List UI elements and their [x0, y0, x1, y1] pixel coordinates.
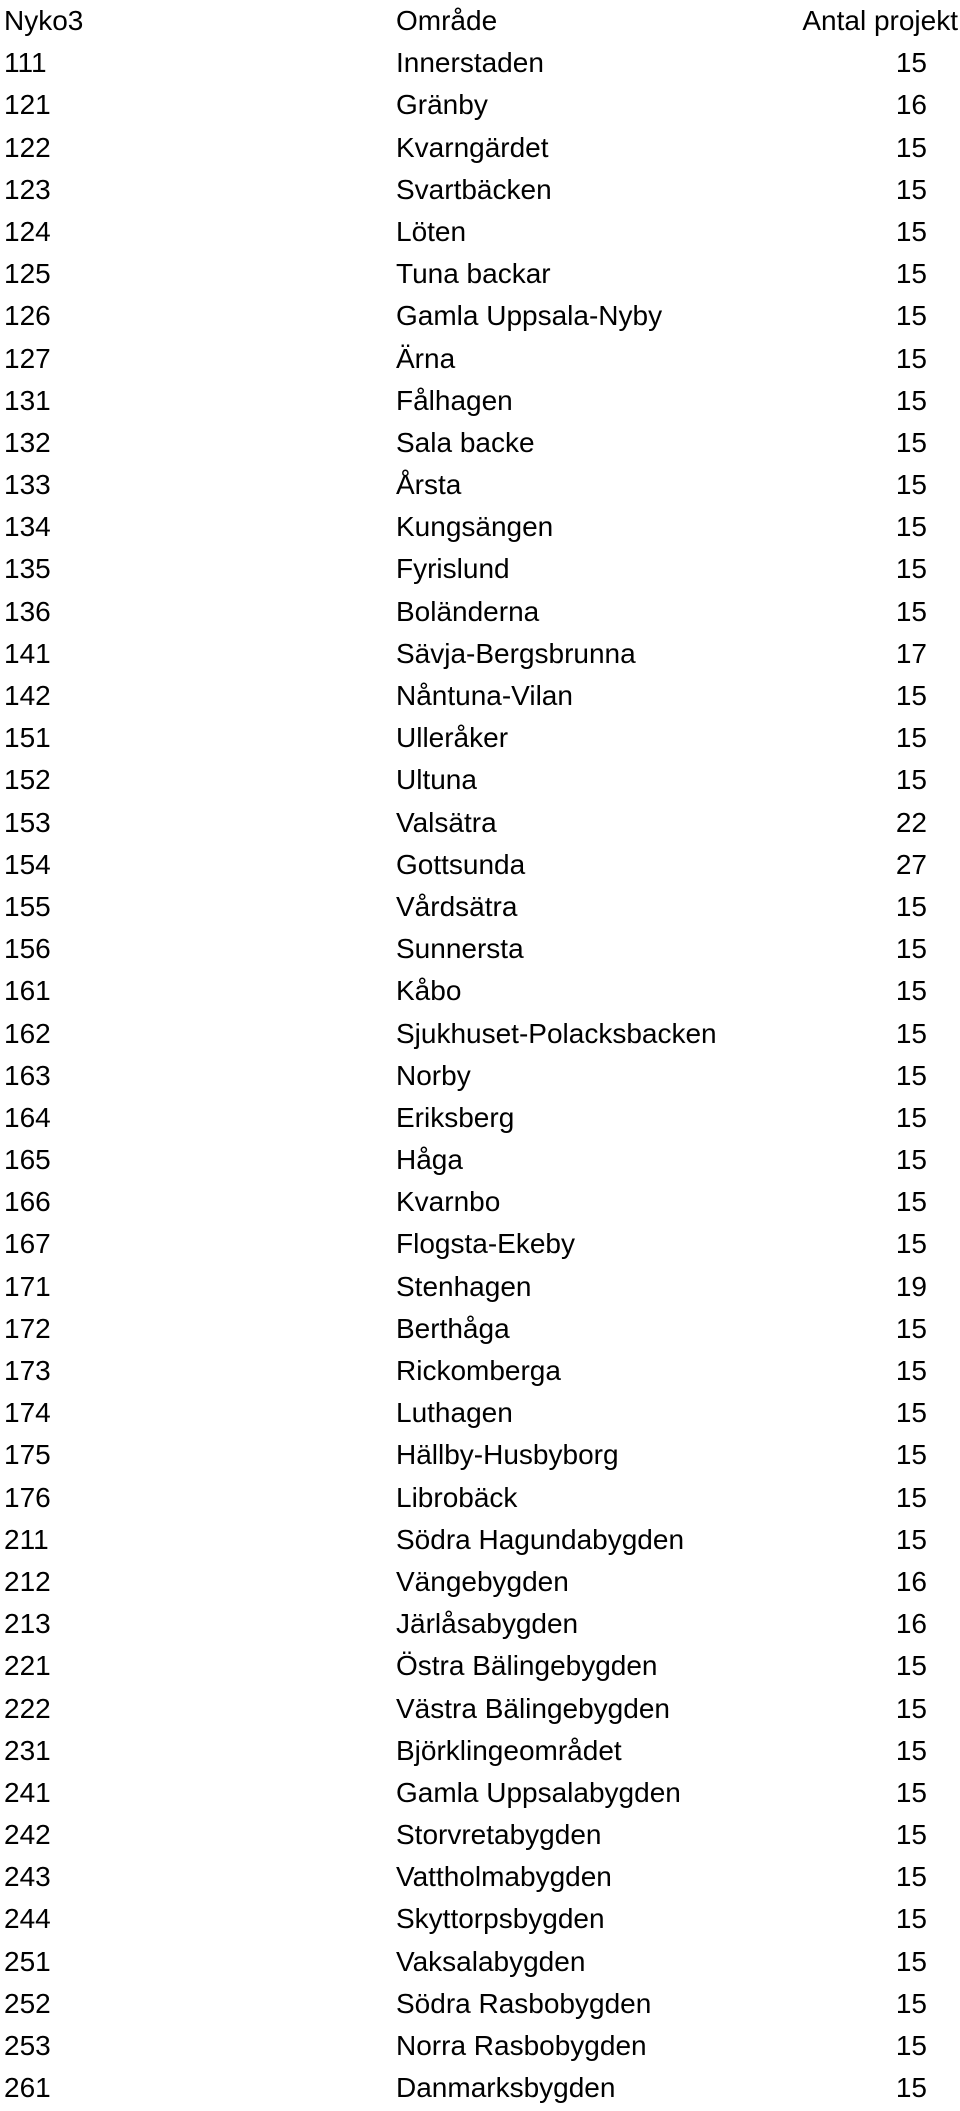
- cell-antal-projekt: 15: [895, 1397, 927, 1429]
- table-row: [0, 169, 960, 211]
- cell-omrade: Hällby-Husbyborg: [396, 1439, 619, 1471]
- cell-antal-projekt: 15: [895, 1481, 927, 1513]
- cell-antal-projekt: 15: [895, 258, 927, 290]
- cell-nyko3: 167: [4, 1228, 51, 1260]
- table-row: [0, 1350, 960, 1392]
- cell-nyko3: 142: [4, 680, 51, 711]
- table-row: [0, 886, 960, 928]
- cell-antal-projekt: 15: [895, 1355, 927, 1386]
- cell-nyko3: 123: [4, 173, 51, 205]
- cell-omrade: Sävja-Bergsbrunna: [396, 637, 636, 669]
- cell-antal-projekt: 15: [895, 215, 927, 247]
- table-row: [0, 844, 960, 886]
- cell-nyko3: 136: [4, 595, 51, 627]
- cell-nyko3: 126: [4, 300, 51, 332]
- cell-antal-projekt: 15: [895, 173, 927, 205]
- table-header-row: [0, 0, 960, 42]
- cell-antal-projekt: 27: [895, 848, 927, 880]
- cell-omrade: Björklingeområdet: [396, 1734, 622, 1766]
- cell-nyko3: 261: [4, 2072, 51, 2104]
- cell-antal-projekt: 16: [895, 1565, 927, 1597]
- cell-nyko3: 253: [4, 2030, 51, 2061]
- cell-antal-projekt: 15: [895, 1312, 927, 1344]
- table-row: [0, 1898, 960, 1940]
- table-row: [0, 338, 960, 380]
- cell-antal-projekt: 15: [895, 1439, 927, 1471]
- table-row: [0, 1055, 960, 1097]
- cell-omrade: Vängebygden: [396, 1565, 569, 1597]
- table-row: [0, 1097, 960, 1139]
- column-header-antal-projekt: Antal projekt: [802, 5, 958, 36]
- cell-nyko3: 122: [4, 131, 51, 163]
- cell-omrade: Håga: [396, 1144, 463, 1176]
- cell-nyko3: 251: [4, 1945, 51, 1977]
- cell-omrade: Eriksberg: [396, 1101, 515, 1133]
- cell-omrade: Kvarngärdet: [396, 131, 549, 163]
- cell-nyko3: 161: [4, 975, 51, 1007]
- cell-nyko3: 241: [4, 1776, 51, 1808]
- cell-nyko3: 252: [4, 1987, 51, 2019]
- table-row: [0, 422, 960, 464]
- cell-omrade: Danmarksbygden: [396, 2072, 616, 2104]
- cell-omrade: Sunnersta: [396, 933, 524, 965]
- cell-nyko3: 155: [4, 890, 51, 922]
- cell-antal-projekt: 15: [895, 300, 927, 332]
- cell-antal-projekt: 15: [895, 553, 927, 585]
- cell-antal-projekt: 15: [895, 469, 927, 501]
- cell-nyko3: 213: [4, 1608, 51, 1640]
- table-row: [0, 1519, 960, 1561]
- cell-omrade: Gamla Uppsalabygden: [396, 1776, 681, 1808]
- cell-omrade: Fyrislund: [396, 553, 510, 585]
- cell-omrade: Årsta: [396, 469, 462, 501]
- cell-omrade: Storvretabygden: [396, 1819, 602, 1851]
- cell-antal-projekt: 15: [895, 384, 927, 416]
- cell-antal-projekt: 15: [895, 890, 927, 922]
- cell-antal-projekt: 15: [895, 933, 927, 965]
- cell-omrade: Löten: [396, 215, 467, 247]
- cell-nyko3: 242: [4, 1819, 51, 1851]
- cell-antal-projekt: 17: [895, 637, 927, 669]
- cell-omrade: Valsätra: [396, 806, 497, 838]
- cell-antal-projekt: 15: [895, 131, 927, 163]
- cell-omrade: Librobäck: [396, 1481, 518, 1513]
- cell-omrade: Rickomberga: [396, 1355, 561, 1386]
- table-row: [0, 717, 960, 759]
- cell-nyko3: 175: [4, 1439, 51, 1471]
- cell-nyko3: 135: [4, 553, 51, 585]
- cell-nyko3: 151: [4, 722, 51, 754]
- cell-omrade: Berthåga: [396, 1312, 510, 1344]
- cell-omrade: Kungsängen: [396, 511, 554, 543]
- cell-omrade: Ärna: [396, 342, 456, 374]
- cell-antal-projekt: 15: [895, 1650, 927, 1682]
- cell-antal-projekt: 15: [895, 1186, 927, 1218]
- table-row: [0, 1856, 960, 1898]
- table-row: [0, 1561, 960, 1603]
- cell-nyko3: 125: [4, 258, 51, 290]
- table-row: [0, 1645, 960, 1687]
- cell-nyko3: 163: [4, 1059, 51, 1091]
- cell-omrade: Boländerna: [396, 595, 540, 627]
- cell-omrade: Luthagen: [396, 1397, 513, 1429]
- table-row: [0, 1603, 960, 1645]
- cell-nyko3: 162: [4, 1017, 51, 1049]
- cell-antal-projekt: 15: [895, 511, 927, 543]
- table-row: [0, 1434, 960, 1476]
- cell-nyko3: 124: [4, 215, 51, 247]
- table-row: [0, 1392, 960, 1434]
- cell-omrade: Kvarnbo: [396, 1186, 501, 1218]
- cell-omrade: Gamla Uppsala-Nyby: [396, 300, 663, 332]
- cell-antal-projekt: 15: [895, 1945, 927, 1977]
- cell-omrade: Nåntuna-Vilan: [396, 680, 573, 711]
- cell-antal-projekt: 15: [895, 680, 927, 711]
- cell-nyko3: 132: [4, 426, 51, 458]
- cell-nyko3: 244: [4, 1903, 51, 1935]
- cell-antal-projekt: 22: [895, 806, 927, 838]
- cell-nyko3: 154: [4, 848, 51, 880]
- cell-nyko3: 222: [4, 1692, 51, 1724]
- table-row: [0, 127, 960, 169]
- table-row: [0, 1772, 960, 1814]
- cell-nyko3: 173: [4, 1355, 51, 1386]
- table-row: [0, 253, 960, 295]
- cell-omrade: Norby: [396, 1059, 471, 1091]
- table-row: [0, 1941, 960, 1983]
- table-row: [0, 759, 960, 801]
- cell-antal-projekt: 15: [895, 1903, 927, 1935]
- table-row: [0, 506, 960, 548]
- cell-antal-projekt: 15: [895, 2030, 927, 2061]
- cell-antal-projekt: 15: [895, 342, 927, 374]
- cell-omrade: Östra Bälingebygden: [396, 1650, 658, 1682]
- cell-omrade: Gränby: [396, 89, 488, 121]
- cell-antal-projekt: 16: [895, 89, 927, 121]
- cell-antal-projekt: 15: [895, 1228, 927, 1260]
- cell-nyko3: 133: [4, 469, 51, 501]
- table-row: [0, 1688, 960, 1730]
- cell-antal-projekt: 15: [895, 1734, 927, 1766]
- cell-nyko3: 156: [4, 933, 51, 965]
- cell-nyko3: 212: [4, 1565, 51, 1597]
- cell-antal-projekt: 15: [895, 1987, 927, 2019]
- cell-nyko3: 121: [4, 89, 51, 121]
- table-row: [0, 1308, 960, 1350]
- cell-omrade: Vaksalabygden: [396, 1945, 586, 1977]
- cell-antal-projekt: 15: [895, 722, 927, 754]
- cell-omrade: Vattholmabygden: [396, 1861, 612, 1893]
- cell-nyko3: 164: [4, 1101, 51, 1133]
- cell-antal-projekt: 15: [895, 764, 927, 796]
- table-row: [0, 2025, 960, 2067]
- table-row: [0, 211, 960, 253]
- column-header-omrade: Område: [396, 5, 498, 36]
- table-body: [0, 42, 960, 2109]
- cell-omrade: Kåbo: [396, 975, 462, 1007]
- cell-antal-projekt: 15: [895, 595, 927, 627]
- cell-omrade: Södra Rasbobygden: [396, 1987, 652, 2019]
- cell-antal-projekt: 15: [895, 1819, 927, 1851]
- cell-nyko3: 134: [4, 511, 51, 543]
- cell-nyko3: 176: [4, 1481, 51, 1513]
- table-row: [0, 548, 960, 590]
- cell-omrade: Sala backe: [396, 426, 535, 458]
- cell-omrade: Norra Rasbobygden: [396, 2030, 647, 2061]
- cell-nyko3: 111: [4, 47, 47, 79]
- table-row: [0, 1013, 960, 1055]
- table-row: [0, 1477, 960, 1519]
- cell-antal-projekt: 15: [895, 1144, 927, 1176]
- table-row: [0, 1730, 960, 1772]
- table-row: [0, 928, 960, 970]
- cell-nyko3: 127: [4, 342, 51, 374]
- cell-antal-projekt: 15: [895, 1523, 927, 1555]
- cell-antal-projekt: 15: [895, 1776, 927, 1808]
- cell-antal-projekt: 19: [895, 1270, 927, 1302]
- table-row: [0, 84, 960, 126]
- cell-nyko3: 174: [4, 1397, 51, 1429]
- table-row: [0, 1181, 960, 1223]
- cell-antal-projekt: 15: [895, 1059, 927, 1091]
- cell-antal-projekt: 15: [895, 1692, 927, 1724]
- cell-nyko3: 221: [4, 1650, 51, 1682]
- table-row: [0, 1223, 960, 1265]
- cell-nyko3: 166: [4, 1186, 51, 1218]
- cell-omrade: Innerstaden: [396, 47, 544, 79]
- cell-antal-projekt: 15: [895, 975, 927, 1007]
- cell-antal-projekt: 15: [895, 1017, 927, 1049]
- table-row: [0, 1139, 960, 1181]
- cell-nyko3: 131: [4, 384, 51, 416]
- cell-omrade: Sjukhuset-Polacksbacken: [396, 1017, 717, 1049]
- table-row: [0, 1814, 960, 1856]
- column-header-nyko3: Nyko3: [4, 5, 84, 36]
- cell-nyko3: 141: [4, 637, 51, 669]
- table-row: [0, 464, 960, 506]
- cell-nyko3: 172: [4, 1312, 51, 1344]
- cell-antal-projekt: 16: [895, 1608, 927, 1640]
- table-row: [0, 802, 960, 844]
- cell-omrade: Ultuna: [396, 764, 477, 796]
- cell-omrade: Västra Bälingebygden: [396, 1692, 670, 1724]
- table-row: [0, 1266, 960, 1308]
- cell-omrade: Vårdsätra: [396, 890, 518, 922]
- table-row: [0, 970, 960, 1012]
- cell-omrade: Ulleråker: [396, 722, 509, 754]
- cell-nyko3: 153: [4, 806, 51, 838]
- table-row: [0, 295, 960, 337]
- cell-antal-projekt: 15: [895, 426, 927, 458]
- cell-omrade: Södra Hagundabygden: [396, 1523, 685, 1555]
- cell-antal-projekt: 15: [895, 2072, 927, 2104]
- cell-nyko3: 243: [4, 1861, 51, 1893]
- cell-antal-projekt: 15: [895, 1861, 927, 1893]
- table-row: [0, 42, 960, 84]
- cell-nyko3: 152: [4, 764, 51, 796]
- cell-omrade: Fålhagen: [396, 384, 513, 416]
- table-row: [0, 591, 960, 633]
- table-row: [0, 633, 960, 675]
- cell-omrade: Stenhagen: [396, 1270, 532, 1302]
- cell-omrade: Skyttorpsbygden: [396, 1903, 605, 1935]
- cell-nyko3: 211: [4, 1523, 49, 1555]
- cell-antal-projekt: 15: [895, 1101, 927, 1133]
- table-row: [0, 675, 960, 717]
- cell-nyko3: 171: [4, 1270, 51, 1302]
- cell-omrade: Svartbäcken: [396, 173, 552, 205]
- cell-antal-projekt: 15: [895, 47, 927, 79]
- table-row: [0, 2067, 960, 2109]
- cell-nyko3: 165: [4, 1144, 51, 1176]
- cell-omrade: Tuna backar: [396, 258, 551, 290]
- table-row: [0, 1983, 960, 2025]
- cell-omrade: Flogsta-Ekeby: [396, 1228, 575, 1260]
- cell-omrade: Gottsunda: [396, 848, 526, 880]
- table-row: [0, 380, 960, 422]
- cell-omrade: Järlåsabygden: [396, 1608, 579, 1640]
- cell-nyko3: 231: [4, 1734, 51, 1766]
